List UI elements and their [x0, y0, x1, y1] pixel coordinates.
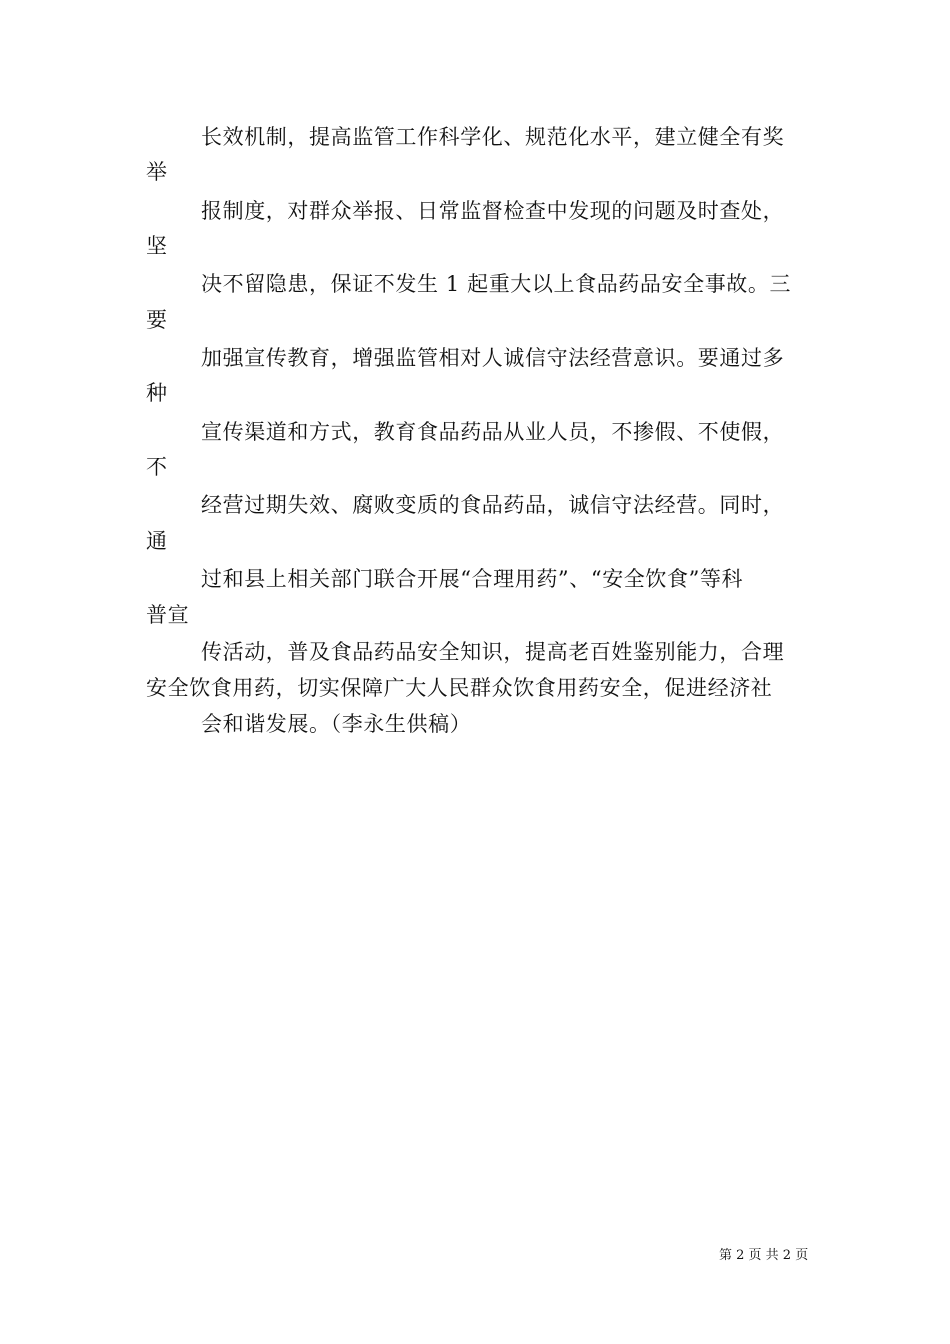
text-line: 宣传渠道和方式，教育食品药品从业人员，不掺假、不使假， [201, 420, 785, 444]
text-line: 会和谐发展。（李永生供稿） [201, 712, 472, 736]
text-line: 经营过期失效、腐败变质的食品药品，诚信守法经营。同时， [201, 493, 785, 517]
text-line: 种 [146, 381, 168, 405]
text-line: 通 [146, 529, 168, 553]
text-line: 长效机制，提高监管工作科学化、规范化水平，建立健全有奖 [201, 125, 785, 149]
text-line: 传活动，普及食品药品安全知识，提高老百姓鉴别能力，合理 [201, 640, 785, 664]
text-line: 报制度，对群众举报、日常监督检查中发现的问题及时查处， [201, 199, 785, 223]
text-line: 决不留隐患，保证不发生 1 起重大以上食品药品安全事故。三 [201, 272, 792, 296]
text-line: 加强宣传教育，增强监管相对人诚信守法经营意识。要通过多 [201, 346, 785, 370]
text-line: 安全饮食用药，切实保障广大人民群众饮食用药安全，促进经济社 [146, 676, 773, 700]
text-line: 过和县上相关部门联合开展“合理用药”、“安全饮食”等科 [201, 567, 744, 591]
text-line: 举 [146, 160, 168, 184]
text-line: 坚 [146, 234, 168, 258]
text-line: 不 [146, 455, 168, 479]
page-number-footer: 第 2 页 共 2 页 [719, 1248, 809, 1263]
text-line: 普宣 [146, 603, 190, 627]
text-line: 要 [146, 308, 168, 332]
